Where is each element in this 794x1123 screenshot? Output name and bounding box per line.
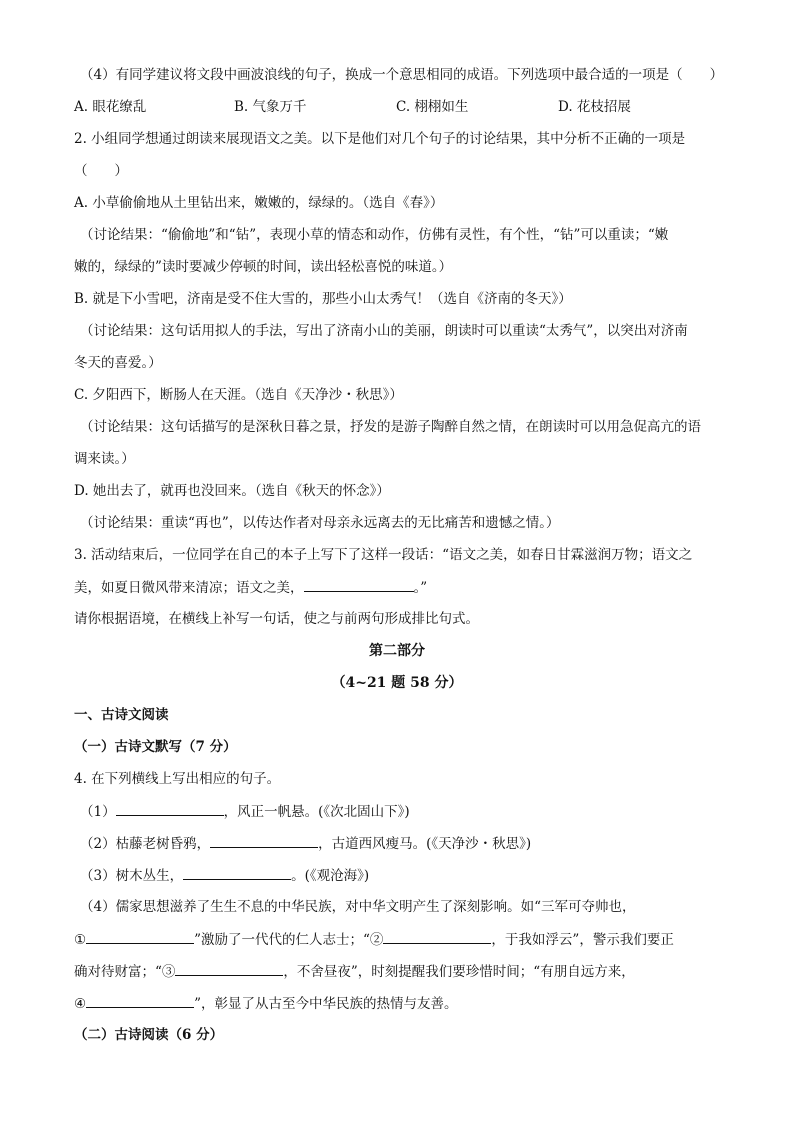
option-d: D. 花枝招展 [558,99,631,115]
circled-1: ① [74,932,87,948]
question-2-c-discussion: （讨论结果：这句话描写的是深秋日暮之景，抒发的是游子陶醉自然之情，在朗读时可以用急促高亢的语 [80,419,701,435]
option-b: B. 气象万千 [234,99,307,115]
question-4-stem: 4. 在下列横线上写出相应的句子。 [74,771,281,787]
question-4-item-4: （4）儒家思想滋养了生生不息的中华民族，对中华文明产生了深刻影响。如“三军可夺帅也， [80,899,636,915]
question-3-line-2 [74,578,427,597]
question-4-item-3 [80,866,369,885]
item-1-text: ，风正一帆悬。(《次北固山下》) [223,804,410,820]
question-2-option-c: C. 夕阳西下，断肠人在天涯。（选自《天净沙・秋思》） [74,387,403,403]
question-2-b-discussion: （讨论结果：这句话用拟人的手法，写出了济南小山的美丽，朗读时可以重读“太秀气”，以突出对济南 [80,323,688,339]
part-2-title: 第二部分 [369,643,425,659]
answer-blank[interactable] [183,866,291,880]
subsection-1-heading: （一）古诗文默写（7 分） [74,739,237,755]
item-4-text-d: 确对待财富；“③ [74,964,176,980]
circled-4: ④ [74,996,87,1012]
answer-blank[interactable] [86,994,194,1008]
question-1-4-stem: （4）有同学建议将文段中画波浪线的句子，换成一个意思相同的成语。下列选项中最合适的一项是（ ） [80,67,724,83]
answer-blank[interactable] [175,962,283,976]
question-3-line-1: 3. 活动结束后，一位同学在自己的本子上写下了这样一段话：“语文之美，如春日甘霖滋润万物；语文之 [74,547,693,563]
section-1-heading: 一、古诗文阅读 [74,707,169,723]
question-3-line-2-text: 美，如夏日微风带来清凉；语文之美， [74,580,304,596]
item-4-text-c: ，于我如浮云”，警示我们要正 [491,932,674,948]
question-3-instruction: 请你根据语境，在横线上补写一句话，使之与前两句形成排比句式。 [74,611,479,627]
question-3-line-2-end: 。” [413,580,428,596]
answer-blank[interactable] [86,930,194,944]
question-2-a-discussion: （讨论结果：“偷偷地”和“钻”，表现小草的情态和动作，仿佛有灵性，有个性，“钻”可以重读；“嫩 [80,227,669,243]
question-4-item-1 [80,802,410,821]
answer-blank[interactable] [304,578,414,592]
question-4-item-4-line-4 [74,994,458,1013]
part-2-subtitle: （4~21 题 58 分） [331,675,463,691]
question-2-option-b: B. 就是下小雪吧，济南是受不住大雪的，那些小山太秀气！（选自《济南的冬天》） [74,291,572,307]
option-c: C. 栩栩如生 [396,99,469,115]
question-2-d-discussion: （讨论结果：重读“再也”，以传达作者对母亲永远离去的无比痛苦和遗憾之情。） [80,515,560,531]
question-4-item-4-line-3 [74,962,635,981]
question-2-b-discussion-cont: 冬天的喜爱。） [74,355,162,371]
item-2-text-b: ，古道西风瘦马。(《天净沙・秋思》) [318,836,532,852]
question-2-option-d: D. 她出去了，就再也没回来。（选自《秋天的怀念》） [74,483,390,499]
question-2-c-discussion-cont: 调来读。） [74,451,135,467]
question-4-item-4-line-2 [74,930,674,949]
item-3-text-b: 。(《观沧海》) [291,868,370,884]
question-2-option-a: A. 小草偷偷地从土里钻出来，嫩嫩的，绿绿的。（选自《春》） [74,195,444,211]
answer-blank[interactable] [116,802,224,816]
question-2-stem: 2. 小组同学想通过朗读来展现语文之美。以下是他们对几个句子的讨论结果，其中分析不正确的一项是 [74,131,686,147]
question-2-a-discussion-cont: 嫩的，绿绿的”读时要减少停顿的时间，读出轻松喜悦的味道。） [74,259,453,275]
option-a: A. 眼花缭乱 [74,99,147,115]
answer-blank[interactable] [210,834,318,848]
subsection-2-heading: （二）古诗阅读（6 分） [74,1027,224,1043]
question-2-paren: （ ） [74,163,128,179]
item-4-text-b: ”激励了一代代的仁人志士；“② [194,932,384,948]
item-3-text-a: （3）树木丛生， [80,868,184,884]
item-2-text-a: （2）枯藤老树昏鸦， [80,836,211,852]
item-4-text-f: ”，彰显了从古至今中华民族的热情与友善。 [194,996,458,1012]
item-1-label: （1） [80,804,116,820]
item-4-text-e: ，不舍昼夜”，时刻提醒我们要珍惜时间；“有朋自远方来， [283,964,635,980]
answer-blank[interactable] [383,930,491,944]
question-4-item-2 [80,834,531,853]
